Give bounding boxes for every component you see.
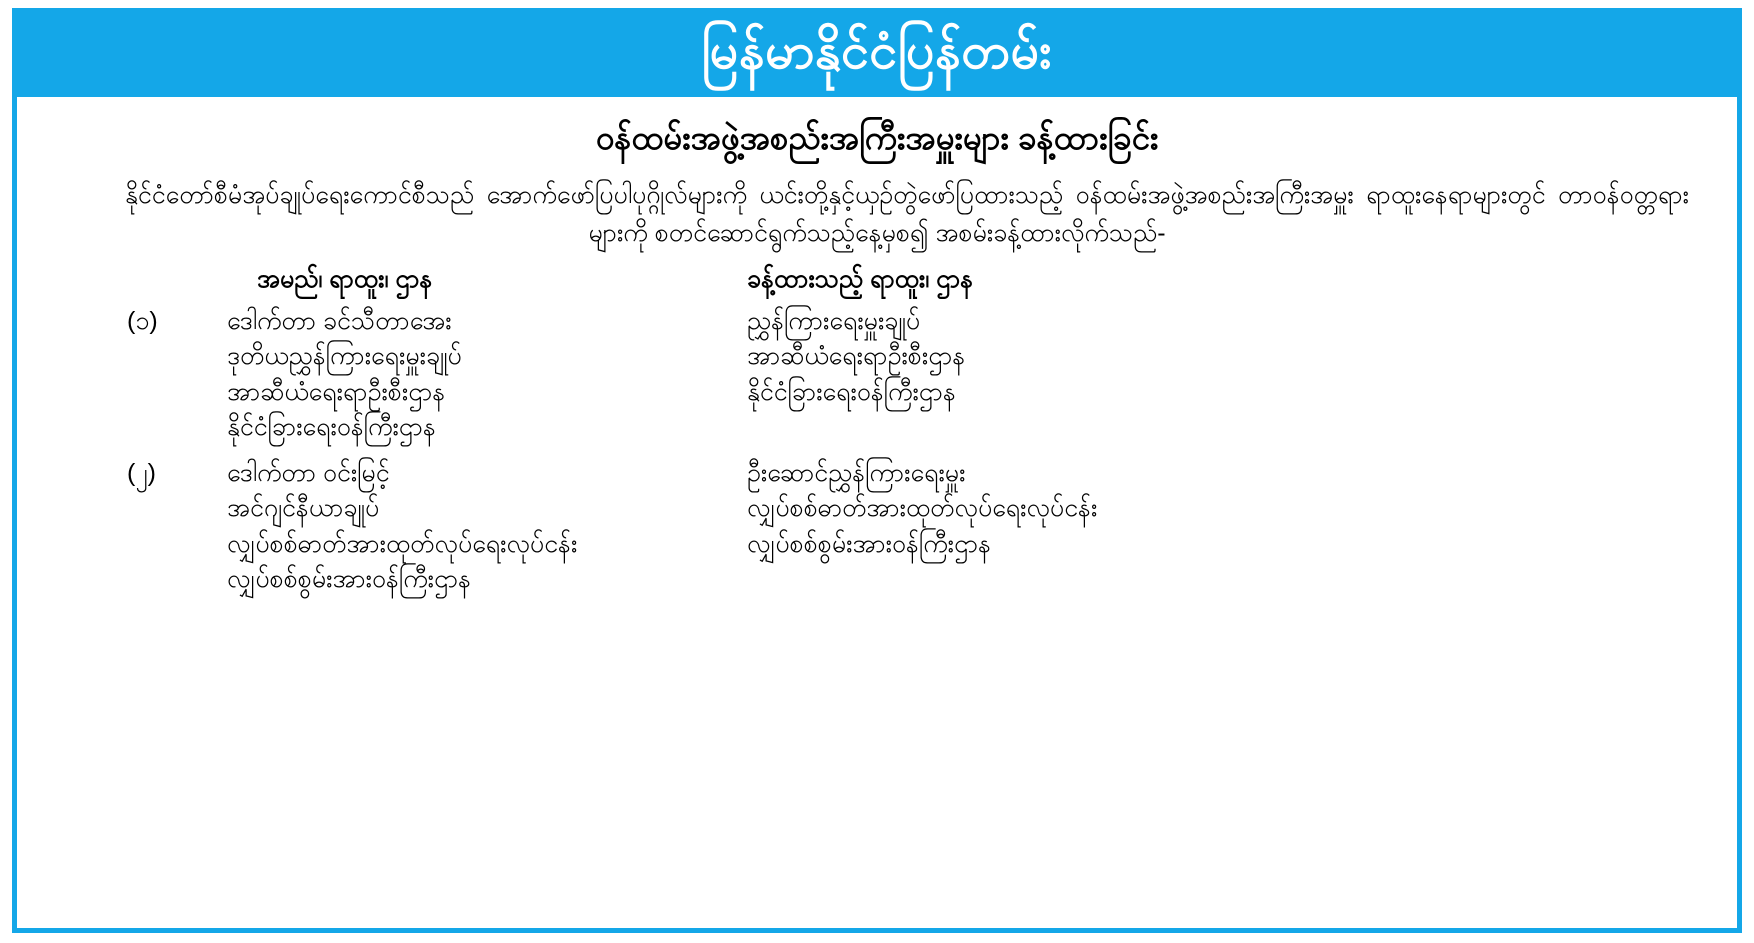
row-line: အင်ဂျင်နီယာချုပ်: [227, 494, 380, 523]
row-line: လျှပ်စစ်ဓာတ်အားထုတ်လုပ်ရေးလုပ်ငန်း: [227, 529, 578, 558]
notice-body: [17, 97, 1737, 929]
row-line: လျှပ်စစ်စွမ်းအားဝန်ကြီးဌာန: [227, 565, 472, 594]
column-header-number: [57, 262, 227, 304]
row-line: နိုင်ငံခြားရေးဝန်ကြီးဌာန: [747, 377, 956, 406]
row-line: နိုင်ငံခြားရေးဝန်ကြီးဌာန: [227, 413, 436, 442]
table-row: [57, 304, 1697, 456]
table-header-row: [57, 262, 1697, 304]
row-line: ဒုတိယညွှန်ကြားရေးမှူးချုပ်: [227, 342, 462, 371]
row-line: ဒေါက်တာ ခင်သီတာအေး: [227, 306, 452, 335]
row-line: လျှပ်စစ်စွမ်းအားဝန်ကြီးဌာန: [747, 529, 992, 558]
row-appointed-post: [747, 304, 1697, 456]
gazette-notice-card: [12, 8, 1742, 933]
page-title: ဝန်ထမ်းအဖွဲ့အစည်းအကြီးအမှူးများ ခန့်ထားခြင်း: [595, 118, 1159, 156]
gazette-banner-title: မြန်မာနိုင်ငံပြန်တမ်း: [701, 23, 1053, 79]
row-line: ညွှန်ကြားရေးမှူးချုပ်: [747, 306, 921, 335]
column-header-current-post: အမည်၊ ရာထူး၊ ဌာန: [257, 265, 433, 294]
table-row: [57, 456, 1697, 608]
intro-paragraph: [65, 177, 1689, 252]
gazette-banner: [17, 13, 1737, 97]
row-current-post: [227, 456, 747, 608]
row-number: (၁): [127, 306, 158, 335]
row-current-post: [227, 304, 747, 456]
appointments-table: [57, 262, 1697, 608]
row-line: ဦးဆောင်ညွှန်ကြားရေးမှူး: [747, 458, 966, 487]
row-line: ဒေါက်တာ ဝင်းမြင့်: [227, 458, 390, 487]
column-header-appointed-post: ခန့်ထားသည့် ရာထူး၊ ဌာန: [747, 265, 974, 294]
row-line: အာဆီယံရေးရာဦးစီးဌာန: [747, 342, 966, 371]
row-line: လျှပ်စစ်ဓာတ်အားထုတ်လုပ်ရေးလုပ်ငန်း: [747, 494, 1098, 523]
row-line: အာဆီယံရေးရာဦးစီးဌာန: [227, 377, 446, 406]
row-number: (၂): [127, 458, 156, 487]
intro-text: နိုင်ငံတော်စီမံအုပ်ချုပ်ရေးကောင်စီသည် အောက်ဖော်ပြပါပုဂ္ဂိုလ်များကို ယင်းတို့နှင့်ယှဉ်တွဲဖော်ပြထားသည့် ဝန်ထမ်းအဖွဲ့အစည်းအကြီးအမှူး ရာထူးနေရာများတွင် တာဝန်ဝတ္တရားများကို စတင်ဆောင်ရွက်သည့်နေ့မှစ၍ အစမ်းခန့်ထားလိုက်သည်-: [125, 181, 1689, 247]
row-appointed-post: [747, 456, 1697, 608]
